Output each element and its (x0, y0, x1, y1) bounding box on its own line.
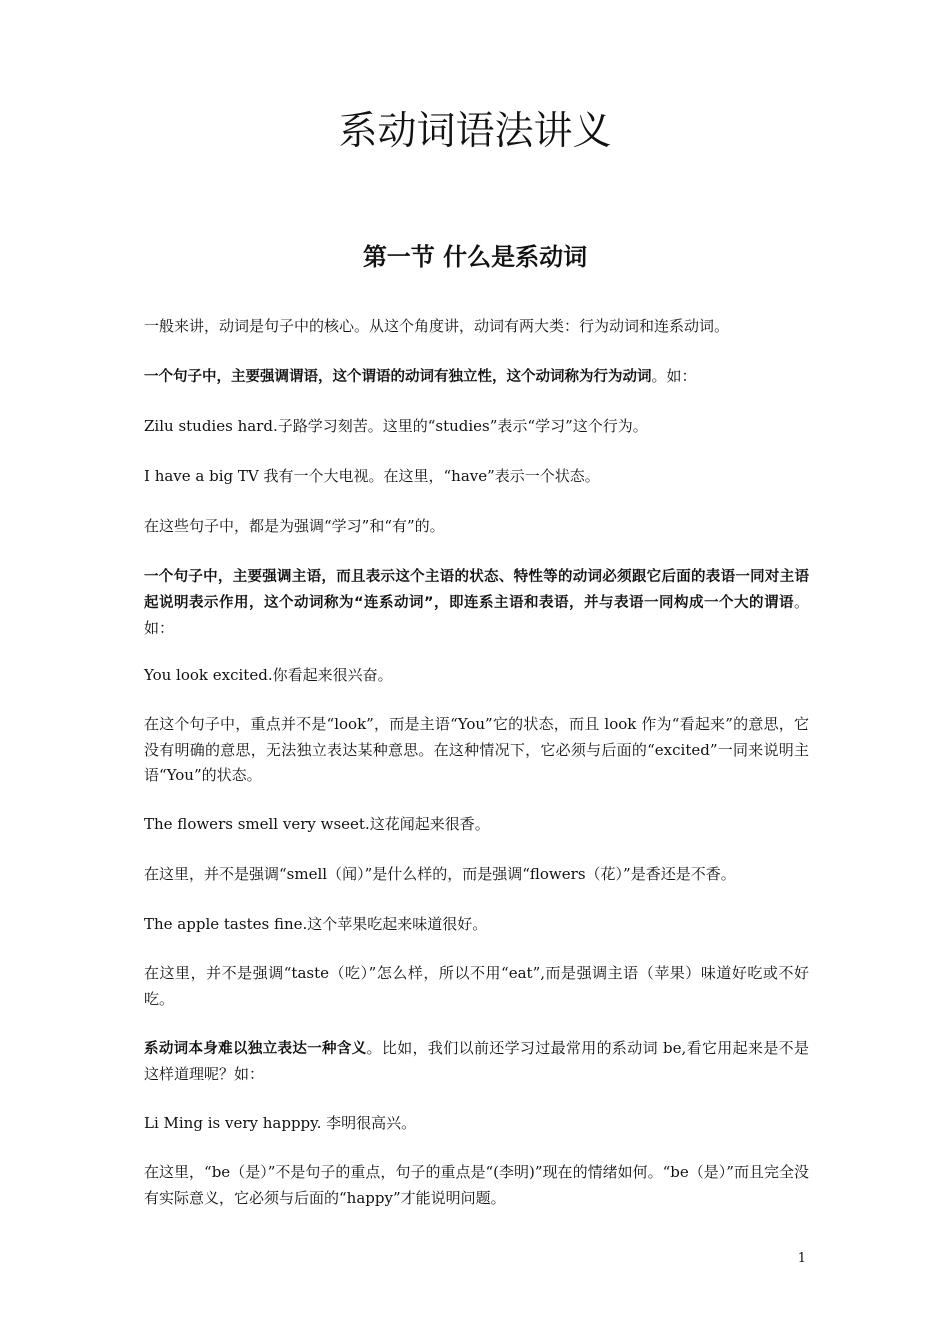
paragraph (144, 1111, 809, 1137)
paragraph-text: The flowers smell very wseet.这花闻起来很香。 (144, 815, 490, 833)
section-heading: 第一节 什么是系动词 (362, 243, 588, 271)
paragraph-text: 。如： (144, 593, 809, 637)
paragraph-text: 在这里，并不是强调“smell（闻）”是什么样的，而是强调“flowers（花）”是香还是不香。 (144, 865, 736, 883)
paragraph (144, 314, 809, 340)
paragraph-text: I have a big TV 我有一个大电视。在这里，“have”表示一个状态。 (144, 467, 600, 485)
page-number: 1 (797, 1251, 806, 1266)
paragraph-text: Li Ming is very happpy. 李明很高兴。 (144, 1114, 417, 1132)
paragraph (144, 912, 809, 938)
paragraph (144, 564, 809, 641)
paragraph (144, 712, 809, 788)
paragraph (144, 961, 809, 1012)
paragraph (144, 812, 809, 838)
paragraph-text: The apple tastes fine.这个苹果吃起来味道很好。 (144, 915, 488, 933)
paragraph (144, 364, 809, 390)
paragraph-text: 。如： (651, 367, 697, 385)
paragraph (144, 464, 809, 490)
paragraph (144, 1160, 809, 1211)
paragraph (144, 1036, 809, 1087)
paragraph-text: 在这里，并不是强调“taste（吃）”怎么样，所以不用“eat”,而是强调主语（苹果）味道好吃或不好吃。 (144, 964, 809, 1008)
paragraph-text: Zilu studies hard.子路学习刻苦。这里的“studies”表示“学习”这个行为。 (144, 417, 648, 435)
paragraph (144, 514, 809, 540)
paragraph-text: 在这些句子中，都是为强调“学习”和“有”的。 (144, 517, 445, 535)
bold-text: 系动词本身难以独立表达一种含义 (144, 1041, 367, 1057)
paragraph-text: 一般来讲，动词是句子中的核心。从这个角度讲，动词有两大类：行为动词和连系动词。 (144, 317, 730, 335)
bold-text: 一个句子中，主要强调谓语，这个谓语的动词有独立性，这个动词称为行为动词 (144, 369, 652, 385)
paragraph-text: 在这里，“be（是）”不是句子的重点，句子的重点是“(李明)”现在的情绪如何。“be（是）”而且完全没有实际意义，它必须与后面的“happy”才能说明问题。 (144, 1163, 809, 1207)
paragraph-text: You look excited.你看起来很兴奋。 (144, 666, 393, 684)
paragraph-text: 。比如，我们以前还学习过最常用的系动词 be,看它用起来是不是这样道理呢？如： (144, 1039, 809, 1083)
paragraph (144, 414, 809, 440)
bold-text: 一个句子中，主要强调主语，而且表示这个主语的状态、特性等的动词必须跟它后面的表语一同对主语起说明表示作用，这个动词称为“连系动词”，即连系主语和表语，并与表语一同构成一个大的谓语 (144, 569, 809, 611)
paragraph-text: 在这个句子中，重点并不是“look”，而是主语“You”它的状态，而且 look 作为“看起来”的意思，它没有明确的意思，无法独立表达某种意思。在这种情况下，它必须与后面的“excited”一同来说明主语“You”的状态。 (144, 715, 809, 784)
paragraph (144, 663, 809, 689)
paragraph (144, 862, 809, 888)
document-title: 系动词语法讲义 (338, 109, 612, 154)
